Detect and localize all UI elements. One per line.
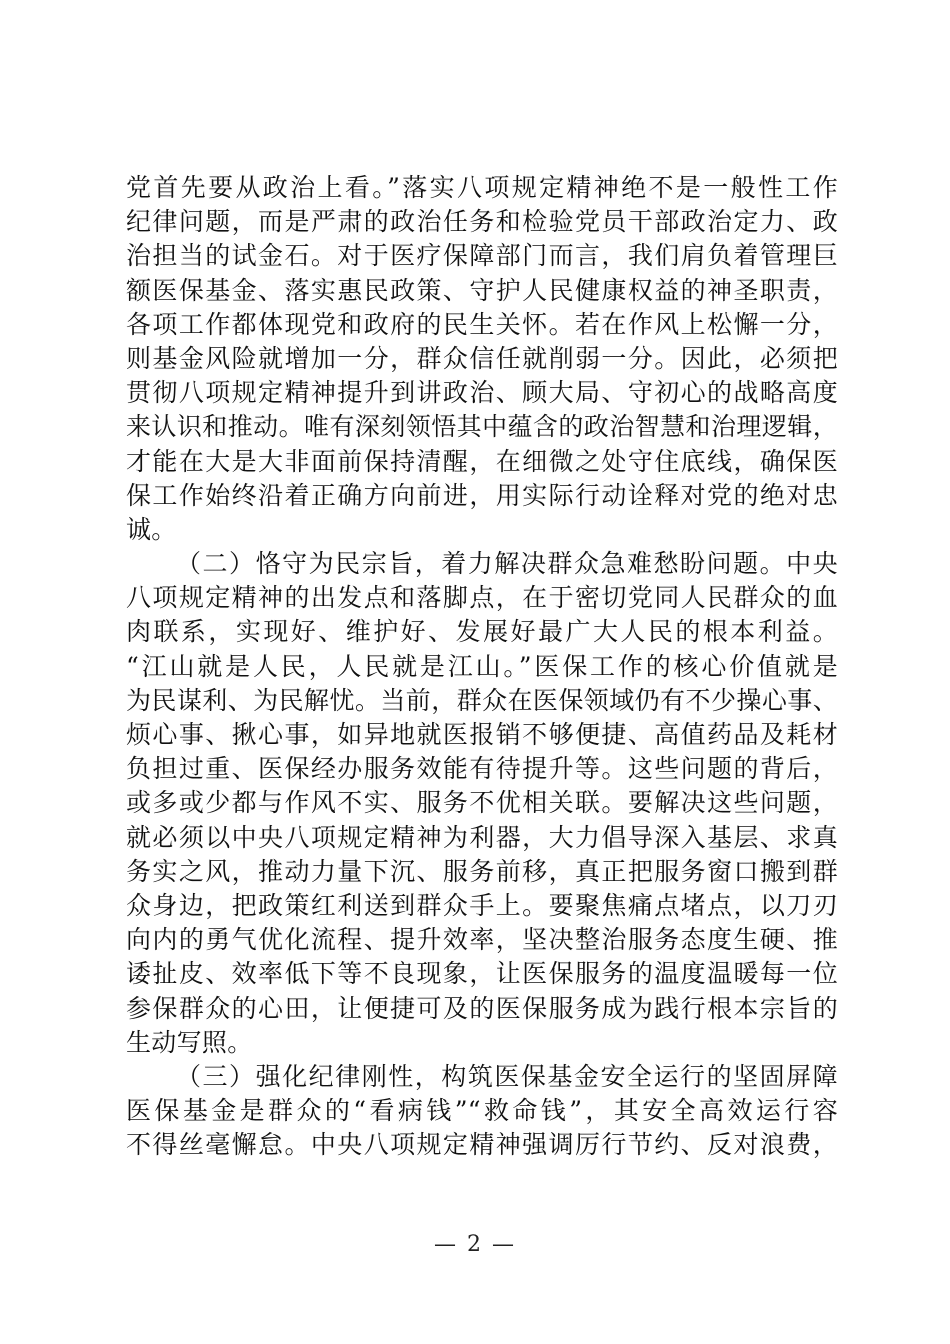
text-line: 参保群众的心田，让便捷可及的医保服务成为践行根本宗旨的: [126, 993, 838, 1023]
text-line: 众身边，把政策红利送到群众手上。要聚焦痛点堵点，以刀刃: [126, 890, 838, 920]
text-line: 额医保基金、落实惠民政策、守护人民健康权益的神圣职责，: [126, 275, 838, 305]
document-body: [126, 171, 838, 1162]
text-line: 烦心事、揪心事，如异地就医报销不够便捷、高值药品及耗材: [126, 720, 838, 749]
text-line: 贯彻八项规定精神提升到讲政治、顾大局、守初心的战略高度: [126, 378, 838, 408]
paragraph: [126, 1060, 838, 1163]
text-line: 纪律问题，而是严肃的政治任务和检验党员干部政治定力、政: [126, 207, 838, 237]
text-line: 肉联系，实现好、维护好、发展好最广大人民的根本利益。: [126, 617, 838, 647]
text-line: 不得丝毫懈怠。中央八项规定精神强调厉行节约、反对浪费，: [126, 1130, 838, 1160]
text-line: 生动写照。: [126, 1027, 253, 1057]
text-line: 诚。: [126, 514, 177, 544]
text-line: 就必须以中央八项规定精神为利器，大力倡导深入基层、求真: [126, 822, 838, 852]
text-line: 负担过重、医保经办服务效能有待提升等。这些问题的背后，: [126, 754, 838, 784]
text-line: 或多或少都与作风不实、服务不优相关联。要解决这些问题，: [126, 788, 838, 818]
text-line: 党首先要从政治上看。”落实八项规定精神绝不是一般性工作: [126, 173, 838, 202]
page-number: — 2 —: [434, 1232, 516, 1257]
text-line: 则基金风险就增加一分，群众信任就削弱一分。因此，必须把: [126, 343, 838, 373]
text-line: 务实之风，推动力量下沉、服务前移，真正把服务窗口搬到群: [126, 856, 838, 886]
text-line: 才能在大是大非面前保持清醒，在细微之处守住底线，确保医: [126, 446, 838, 476]
paragraph: [126, 171, 838, 547]
text-line: 诿扯皮、效率低下等不良现象，让医保服务的温度温暖每一位: [126, 959, 838, 989]
text-line: 来认识和推动。唯有深刻领悟其中蕴含的政治智慧和治理逻辑，: [126, 412, 838, 442]
text-line: “江山就是人民，人民就是江山。”医保工作的核心价值就是: [126, 651, 838, 681]
text-line: 八项规定精神的出发点和落脚点，在于密切党同人民群众的血: [126, 583, 838, 613]
text-line: 治担当的试金石。对于医疗保障部门而言，我们肩负着管理巨: [126, 241, 838, 271]
text-line: 为民谋利、为民解忧。当前，群众在医保领域仍有不少操心事、: [126, 685, 838, 715]
text-line: （三）强化纪律刚性，构筑医保基金安全运行的坚固屏障: [176, 1061, 838, 1091]
text-line: （二）恪守为民宗旨，着力解决群众急难愁盼问题。中央: [176, 549, 838, 579]
text-line: 保工作始终沿着正确方向前进，用实际行动诠释对党的绝对忠: [126, 480, 838, 510]
text-line: 向内的勇气优化流程、提升效率，坚决整治服务态度生硬、推: [126, 925, 838, 955]
paragraph: [126, 547, 838, 1060]
text-line: 各项工作都体现党和政府的民生关怀。若在作风上松懈一分，: [126, 309, 838, 339]
text-line: 医保基金是群众的“看病钱”“救命钱”，其安全高效运行容: [126, 1096, 838, 1126]
